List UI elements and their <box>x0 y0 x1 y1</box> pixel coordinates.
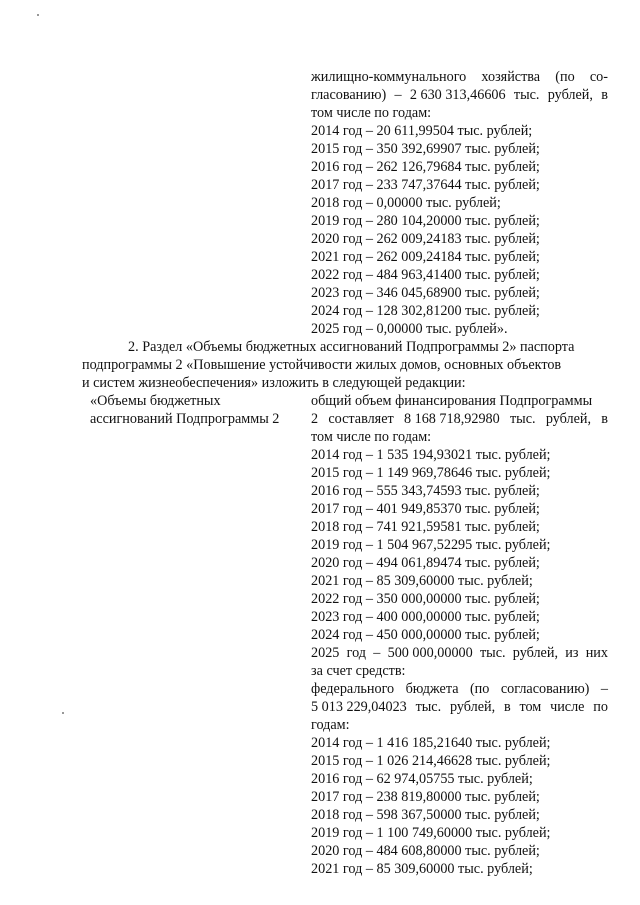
top-year-line: 2017 год – 233 747,37644 тыс. рублей; <box>311 177 540 193</box>
top-year-line: 2020 год – 262 009,24183 тыс. рублей; <box>311 231 540 247</box>
word: в <box>503 699 511 715</box>
top-year-line: 2024 год – 128 302,81200 тыс. рублей; <box>311 303 540 319</box>
top-year-line: 2015 год – 350 392,69907 тыс. рублей; <box>311 141 540 157</box>
word: (по <box>469 681 490 697</box>
year-2025-line <box>311 644 608 662</box>
total-year-line: 2020 год – 494 061,89474 тыс. рублей; <box>311 555 540 571</box>
word: том <box>519 699 542 715</box>
word: 500 000,00000 <box>387 645 473 661</box>
section-2-line-2: подпрограммы 2 «Повышение устойчивости жилых домов, основных объектов <box>82 357 562 373</box>
word: тыс. <box>479 645 506 661</box>
word: хозяйства <box>481 69 541 85</box>
total-line-2 <box>311 410 608 428</box>
federal-line-2 <box>311 698 608 716</box>
word: бюджета <box>405 681 459 697</box>
top-year-line: 2025 год – 0,00000 тыс. рублей». <box>311 321 508 337</box>
word: 2 <box>311 411 319 427</box>
word: 5 013 229,04023 <box>311 699 407 715</box>
federal-year-line: 2020 год – 484 608,80000 тыс. рублей; <box>311 843 540 859</box>
word: со- <box>589 69 608 85</box>
word: тыс. <box>415 699 442 715</box>
total-year-line: 2018 год – 741 921,59581 тыс. рублей; <box>311 519 540 535</box>
federal-year-line: 2017 год – 238 819,80000 тыс. рублей; <box>311 789 540 805</box>
total-year-line: 2023 год – 400 000,00000 тыс. рублей; <box>311 609 540 625</box>
total-year-line: 2014 год – 1 535 194,93021 тыс. рублей; <box>311 447 551 463</box>
federal-year-line: 2016 год – 62 974,05755 тыс. рублей; <box>311 771 533 787</box>
word: в <box>601 411 608 427</box>
word: год <box>346 645 366 661</box>
word: 8 168 718,92980 <box>403 411 500 427</box>
word: по <box>593 699 608 715</box>
top-line-1 <box>311 68 608 86</box>
top-year-line: 2022 год – 484 963,41400 тыс. рублей; <box>311 267 540 283</box>
federal-year-line: 2014 год – 1 416 185,21640 тыс. рублей; <box>311 735 551 751</box>
sources-line: за счет средств: <box>311 663 406 679</box>
word: гласованию) <box>311 87 387 103</box>
word: них <box>585 645 608 661</box>
word: числе <box>550 699 585 715</box>
scan-speck <box>37 14 39 16</box>
federal-year-line: 2015 год – 1 026 214,46628 тыс. рублей; <box>311 753 551 769</box>
top-line-2 <box>311 86 608 104</box>
scan-speck <box>62 712 64 714</box>
total-year-line: 2024 год – 450 000,00000 тыс. рублей; <box>311 627 540 643</box>
total-year-line: 2021 год – 85 309,60000 тыс. рублей; <box>311 573 533 589</box>
total-year-line: 2022 год – 350 000,00000 тыс. рублей; <box>311 591 540 607</box>
word: 2 630 313,46606 <box>409 87 506 103</box>
top-year-line: 2023 год – 346 045,68900 тыс. рублей; <box>311 285 540 301</box>
word: (по <box>555 69 575 85</box>
word: федерального <box>311 681 395 697</box>
total-year-line: 2015 год – 1 149 969,78646 тыс. рублей; <box>311 465 551 481</box>
left-label-line-1: «Объемы бюджетных <box>90 393 221 409</box>
top-year-line: 2021 год – 262 009,24184 тыс. рублей; <box>311 249 540 265</box>
section-2-line-1: 2. Раздел «Объемы бюджетных ассигнований Подпрограммы 2» паспорта <box>128 339 575 355</box>
section-2-line-3: и систем жизнеобеспечения» изложить в следующей редакции: <box>82 375 466 391</box>
federal-year-line: 2019 год – 1 100 749,60000 тыс. рублей; <box>311 825 551 841</box>
word: 2025 <box>311 645 340 661</box>
top-year-line: 2016 год – 262 126,79684 тыс. рублей; <box>311 159 540 175</box>
federal-line-3: годам: <box>311 717 350 733</box>
word: – <box>600 681 608 697</box>
word: рублей, <box>512 645 558 661</box>
total-year-line: 2017 год – 401 949,85370 тыс. рублей; <box>311 501 540 517</box>
word: рублей, <box>545 411 592 427</box>
top-year-line: 2019 год – 280 104,20000 тыс. рублей; <box>311 213 540 229</box>
word: из <box>565 645 579 661</box>
word: – <box>373 645 381 661</box>
left-label-line-2: ассигнований Подпрограммы 2 <box>90 411 280 427</box>
total-year-line: 2019 год – 1 504 967,52295 тыс. рублей; <box>311 537 551 553</box>
total-line-1: общий объем финансирования Подпрограммы <box>311 393 593 409</box>
word: рублей, <box>449 699 496 715</box>
top-year-line: 2018 год – 0,00000 тыс. рублей; <box>311 195 501 211</box>
word: жилищно-коммунального <box>311 69 467 85</box>
federal-year-line: 2021 год – 85 309,60000 тыс. рублей; <box>311 861 533 877</box>
top-year-line: 2014 год – 20 611,99504 тыс. рублей; <box>311 123 533 139</box>
total-line-3: том числе по годам: <box>311 429 432 445</box>
word: согласованию) <box>500 681 590 697</box>
top-line-3: том числе по годам: <box>311 105 432 121</box>
word: тыс. <box>513 87 540 103</box>
federal-year-line: 2018 год – 598 367,50000 тыс. рублей; <box>311 807 540 823</box>
word: – <box>394 87 402 103</box>
federal-line-1 <box>311 680 608 698</box>
word: тыс. <box>509 411 536 427</box>
word: составляет <box>328 411 394 427</box>
word: в <box>601 87 608 103</box>
word: рублей, <box>547 87 593 103</box>
total-year-line: 2016 год – 555 343,74593 тыс. рублей; <box>311 483 540 499</box>
